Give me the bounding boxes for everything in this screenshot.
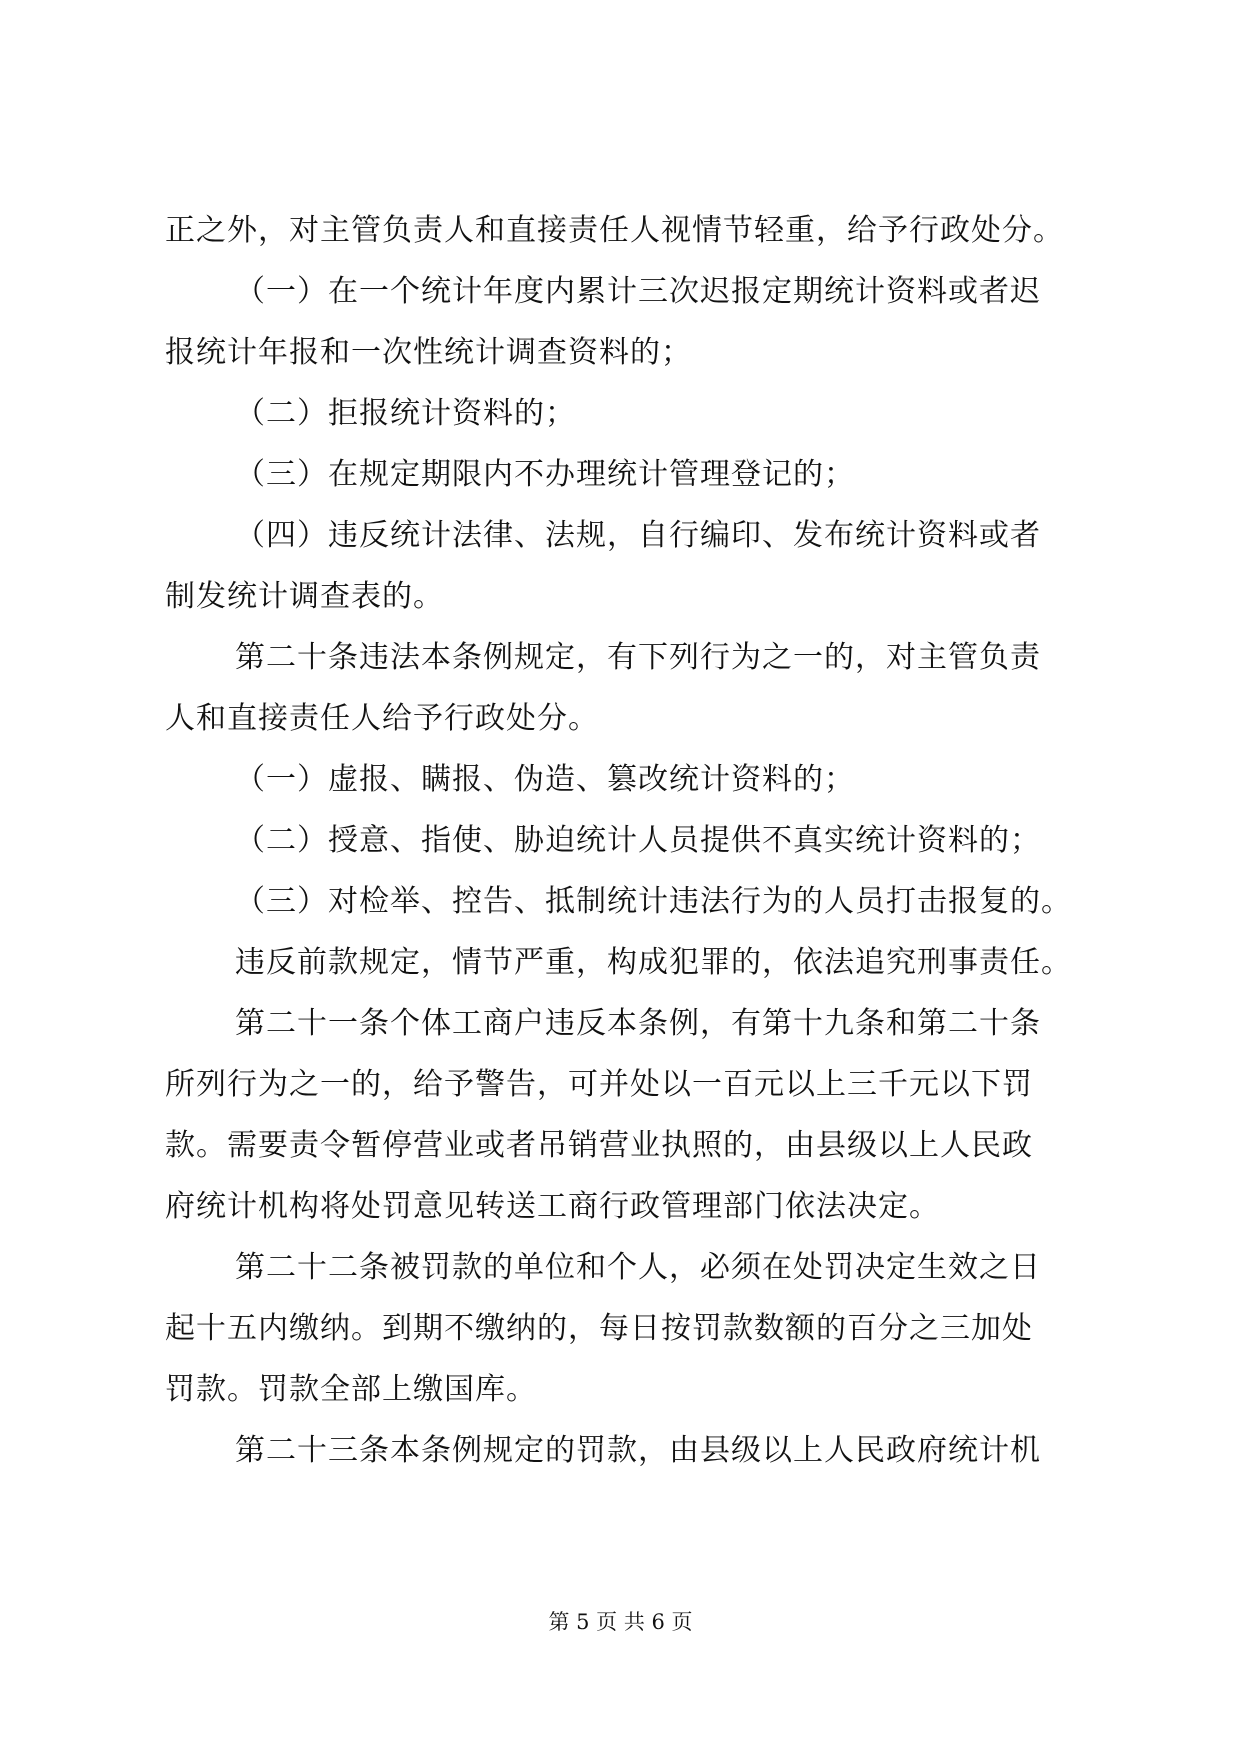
text-line: （三）在规定期限内不办理统计管理登记的； — [235, 457, 855, 492]
text-line: 第二十二条被罚款的单位和个人，必须在处罚决定生效之日 — [235, 1250, 1041, 1285]
text-line: （四）违反统计法律、法规，自行编印、发布统计资料或者 — [235, 518, 1041, 553]
page-number-footer: 第 5 页 共 6 页 — [548, 1610, 693, 1634]
text-line: 报统计年报和一次性统计调查资料的； — [165, 335, 692, 370]
text-line: 罚款。罚款全部上缴国库。 — [165, 1372, 537, 1407]
text-line: 制发统计调查表的。 — [165, 579, 444, 614]
text-line: （二）拒报统计资料的； — [235, 396, 576, 431]
text-line: 正之外，对主管负责人和直接责任人视情节轻重，给予行政处分。 — [165, 213, 1064, 248]
text-line: 违反前款规定，情节严重，构成犯罪的，依法追究刑事责任。 — [235, 945, 1072, 980]
text-line: 第二十条违法本条例规定，有下列行为之一的，对主管负责 — [235, 640, 1041, 675]
text-line: 款。需要责令暂停营业或者吊销营业执照的，由县级以上人民政 — [165, 1128, 1033, 1163]
text-line: （三）对检举、控告、抵制统计违法行为的人员打击报复的。 — [235, 884, 1072, 919]
text-line: 所列行为之一的，给予警告，可并处以一百元以上三千元以下罚 — [165, 1067, 1033, 1102]
text-line: 第二十三条本条例规定的罚款，由县级以上人民政府统计机 — [235, 1433, 1041, 1468]
text-line: （二）授意、指使、胁迫统计人员提供不真实统计资料的； — [235, 823, 1041, 858]
text-line: 起十五内缴纳。到期不缴纳的，每日按罚款数额的百分之三加处 — [165, 1311, 1033, 1346]
text-line: 第二十一条个体工商户违反本条例，有第十九条和第二十条 — [235, 1006, 1041, 1041]
text-line: （一）虚报、瞒报、伪造、篡改统计资料的； — [235, 762, 855, 797]
text-line: 人和直接责任人给予行政处分。 — [165, 701, 599, 736]
document-body — [165, 200, 1085, 1481]
text-line: （一）在一个统计年度内累计三次迟报定期统计资料或者迟 — [235, 274, 1041, 309]
text-line: 府统计机构将处罚意见转送工商行政管理部门依法决定。 — [165, 1189, 940, 1224]
